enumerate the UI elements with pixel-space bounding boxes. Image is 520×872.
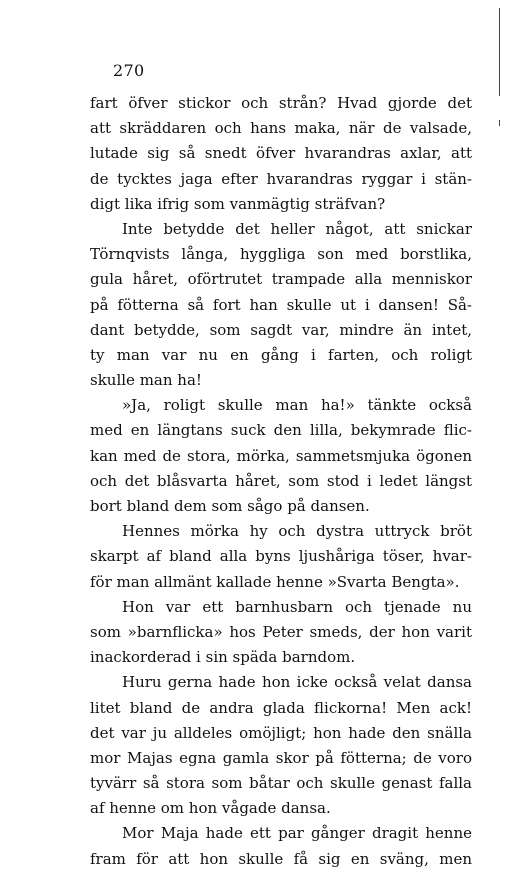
text-line: fart öfver stickor och strån? Hvad gjorde det bbox=[90, 94, 472, 112]
page-edge-mark bbox=[499, 120, 500, 126]
text-line: lutade sig så snedt öfver hvarandras axlar, att bbox=[90, 144, 472, 163]
text-line: med en längtans suck den lilla, bekymrade flic- bbox=[90, 421, 472, 440]
text-line: som »barnflicka» hos Peter smeds, der hon varit bbox=[90, 622, 472, 641]
text-line: af henne om hon vågade dansa. bbox=[90, 799, 331, 818]
text-line: gula håret, oförtrutet trampade alla menniskor bbox=[90, 270, 472, 289]
text-line: »Ja, roligt skulle man ha!» tänkte också bbox=[122, 396, 472, 415]
text-line: Mor Maja hade ett par gånger dragit henne bbox=[122, 824, 472, 843]
text-line: Hennes mörka hy och dystra uttryck bröt bbox=[122, 522, 472, 541]
text-line: för man allmänt kallade henne »Svarta Bengta». bbox=[90, 572, 460, 591]
text-line: skulle man ha! bbox=[90, 371, 202, 390]
text-line: det var ju alldeles omöjligt; hon hade den snälla bbox=[90, 723, 472, 742]
text-line: Törnqvists långa, hyggliga son med borstlika, bbox=[90, 245, 472, 264]
text-line: mor Majas egna gamla skor på fötterna; de voro bbox=[90, 748, 472, 767]
text-line: tyvärr så stora som båtar och skulle genast falla bbox=[90, 774, 472, 793]
text-line: litet bland de andra glada flickorna! Men ack! bbox=[90, 698, 472, 717]
body-text bbox=[90, 91, 472, 872]
text-line: Inte betydde det heller något, att snickar bbox=[122, 219, 472, 238]
text-line: digt lika ifrig som vanmägtig sträfvan? bbox=[90, 194, 386, 213]
text-line: skarpt af bland alla byns ljushåriga töser, hvar- bbox=[90, 547, 472, 566]
text-line: på fötterna så fort han skulle ut i dansen! Så- bbox=[90, 295, 472, 314]
text-line: fram för att hon skulle få sig en sväng, men bbox=[90, 849, 472, 868]
text-line: bort bland dem som sågo på dansen. bbox=[90, 497, 370, 515]
page-number: 270 bbox=[113, 61, 145, 80]
text-line: Huru gerna hade hon icke också velat dansa bbox=[122, 673, 472, 692]
text-line: dant betydde, som sagdt var, mindre än intet, bbox=[90, 320, 472, 339]
text-line: att skräddaren och hans maka, när de valsade, bbox=[90, 119, 472, 138]
page-edge-line bbox=[499, 8, 500, 96]
text-line: och det blåsvarta håret, som stod i ledet längst bbox=[90, 471, 472, 490]
text-line: inackorderad i sin späda barndom. bbox=[90, 648, 356, 667]
text-line: Hon var ett barnhusbarn och tjenade nu bbox=[122, 597, 472, 616]
text-line: de tycktes jaga efter hvarandras ryggar i stän- bbox=[90, 169, 472, 188]
text-line: ty man var nu en gång i farten, och roligt bbox=[90, 345, 472, 364]
text-line: kan med de stora, mörka, sammetsmjuka ögonen bbox=[90, 446, 472, 465]
